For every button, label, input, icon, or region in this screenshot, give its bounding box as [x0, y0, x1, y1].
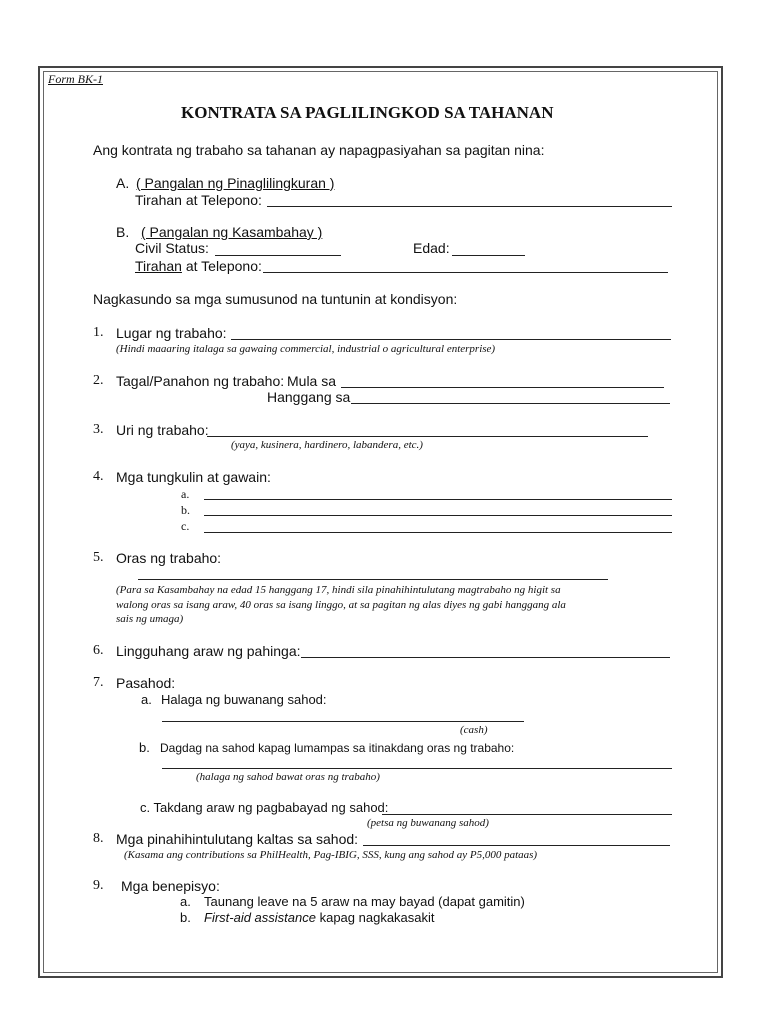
item-4-letter-a: a. [181, 487, 190, 501]
item-1-note: (Hindi maaaring italaga sa gawaing commercial, industrial o agricultural enterprise) [116, 343, 496, 355]
item-7c-label: c. Takdang araw ng pagbabayad ng sahod: [140, 800, 389, 815]
document-title: KONTRATA SA PAGLILINGKOD SA TAHANAN [181, 103, 554, 122]
item-8-line[interactable] [363, 845, 670, 846]
item-3-label: Uri ng trabaho: [116, 422, 209, 438]
item-7b-note: (halaga ng sahod bawat oras ng trabaho) [196, 771, 380, 783]
item-9a-text: Taunang leave na 5 araw na may bayad (dapat gamitin) [204, 894, 525, 909]
item-4-line-c[interactable] [204, 532, 672, 533]
item-8-label: Mga pinahihintulutang kaltas sa sahod: [116, 831, 359, 847]
item-1-line[interactable] [231, 339, 671, 340]
party-b-name-label: ( Pangalan ng Kasambahay ) [141, 224, 323, 240]
item-7c-note: (petsa ng buwanang sahod) [367, 817, 489, 829]
item-7a-label: Halaga ng buwanang sahod: [161, 692, 327, 707]
intro-text: Ang kontrata ng trabaho sa tahanan ay napagpasiyahan sa pagitan nina: [93, 142, 545, 158]
civil-status-label: Civil Status: [135, 240, 209, 256]
item-3-line[interactable] [207, 436, 648, 437]
item-7b-line[interactable] [162, 768, 672, 769]
item-5-label: Oras ng trabaho: [116, 550, 222, 566]
item-5-note-line-3: sais ng umaga) [116, 613, 184, 625]
party-a-name-label: ( Pangalan ng Pinaglilingkuran ) [136, 175, 335, 191]
item-4-number: 4. [93, 469, 104, 484]
item-2-to-line[interactable] [351, 403, 670, 404]
item-5-note-line-2: walong oras sa isang araw, 40 oras sa isang linggo, at sa pagitan ng alas diyes ng gabi hanggang ala [116, 599, 566, 611]
address-word: Tirahan [135, 258, 182, 274]
item-2-from-label: Mula sa [287, 373, 337, 389]
item-9b-rest: kapag nagkakasakit [315, 910, 435, 925]
item-6-label: Lingguhang araw ng pahinga: [116, 643, 301, 659]
item-7a-line[interactable] [162, 721, 524, 722]
item-7-number: 7. [93, 675, 104, 690]
age-line[interactable] [452, 255, 525, 256]
item-7a-note: (cash) [460, 724, 488, 736]
civil-status-line[interactable] [215, 255, 341, 256]
item-2-to-label: Hanggang sa [267, 389, 351, 405]
item-9b-text [204, 911, 435, 924]
item-9b-italic: First-aid assistance [204, 910, 316, 925]
party-b-address-line[interactable] [263, 272, 668, 273]
agreement-intro: Nagkasundo sa mga sumusunod na tuntunin at kondisyon: [93, 291, 458, 307]
item-2-from-line[interactable] [341, 387, 664, 388]
item-9b-letter: b. [180, 910, 191, 925]
address-rest: at Telepono: [181, 258, 262, 274]
item-2-label: Tagal/Panahon ng trabaho: [116, 373, 285, 389]
item-7-label: Pasahod: [116, 675, 176, 691]
item-9a-letter: a. [180, 894, 191, 909]
item-5-note-line-1: (Para sa Kasambahay na edad 15 hanggang 17, hindi sila pinahihintulutang magtrabaho ng higit sa [116, 584, 561, 596]
item-4-line-b[interactable] [204, 515, 672, 516]
party-b-marker: B. [116, 224, 130, 240]
party-b-address-label [135, 259, 262, 273]
item-2-number: 2. [93, 373, 104, 388]
party-a-address-label: Tirahan at Telepono: [135, 192, 262, 208]
item-7c-line[interactable] [382, 814, 672, 815]
item-4-letter-c: c. [181, 519, 190, 533]
item-9-label: Mga benepisyo: [121, 878, 220, 894]
item-7b-letter: b. [139, 740, 150, 755]
item-4-label: Mga tungkulin at gawain: [116, 469, 271, 485]
item-9-number: 9. [93, 878, 104, 893]
item-5-number: 5. [93, 550, 104, 565]
form-id: Form BK-1 [48, 72, 103, 86]
item-6-line[interactable] [301, 657, 670, 658]
item-7b-label: Dagdag na sahod kapag lumampas sa itinakdang oras ng trabaho: [160, 741, 515, 755]
item-1-number: 1. [93, 325, 104, 340]
item-3-number: 3. [93, 422, 104, 437]
item-6-number: 6. [93, 643, 104, 658]
party-a-marker: A. [116, 175, 130, 191]
item-8-note: (Kasama ang contributions sa PhilHealth, Pag-IBIG, SSS, kung ang sahod ay P5,000 pataas) [124, 849, 538, 861]
item-7a-letter: a. [141, 692, 152, 707]
item-5-line[interactable] [138, 579, 608, 580]
item-4-line-a[interactable] [204, 499, 672, 500]
age-label: Edad: [413, 240, 450, 256]
item-1-label: Lugar ng trabaho: [116, 325, 227, 341]
item-4-letter-b: b. [181, 503, 190, 517]
party-a-address-line[interactable] [267, 206, 672, 207]
item-3-note: (yaya, kusinera, hardinero, labandera, etc.) [231, 439, 423, 451]
item-8-number: 8. [93, 831, 104, 846]
